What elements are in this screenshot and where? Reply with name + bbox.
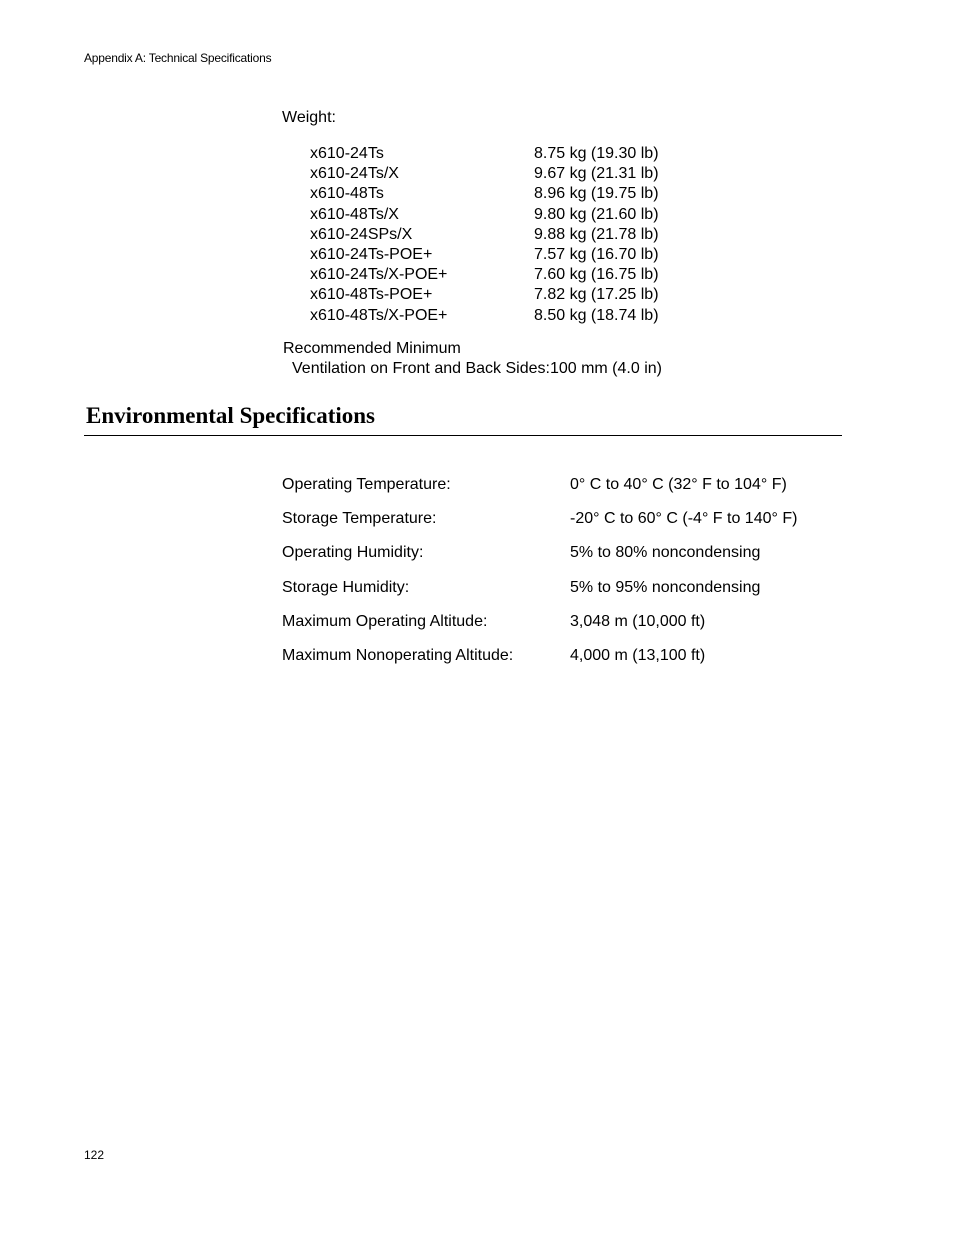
page-number: 122 — [84, 1148, 105, 1162]
weight-model: x610-48Ts — [310, 185, 384, 203]
weight-model: x610-24SPs/X — [310, 225, 413, 243]
spec-value: 0° C to 40° C (32° F to 104° F) — [570, 476, 787, 493]
ventilation-value: Ventilation on Front and Back Sides:100 mm (4.0 in) — [292, 360, 662, 377]
weight-model: x610-24Ts — [310, 145, 384, 162]
spec-value: 3,048 m (10,000 ft) — [570, 612, 706, 630]
ventilation-label: Recommended Minimum — [283, 340, 461, 357]
weight-value: 9.67 kg (21.31 lb) — [534, 165, 659, 183]
weight-model: x610-24Ts/X-POE+ — [310, 266, 448, 284]
spec-label: Storage Humidity: — [282, 578, 410, 596]
spec-label: Operating Humidity: — [282, 544, 424, 562]
weight-model: x610-24Ts-POE+ — [310, 245, 433, 263]
weight-value: 7.60 kg (16.75 lb) — [534, 266, 659, 284]
weight-value: 8.50 kg (18.74 lb) — [534, 306, 659, 324]
spec-value: 5% to 95% noncondensing — [570, 578, 761, 596]
weight-label: Weight: — [282, 109, 336, 126]
spec-label: Maximum Nonoperating Altitude: — [282, 646, 514, 664]
spec-label: Operating Temperature: — [282, 476, 451, 493]
spec-value: 4,000 m (13,100 ft) — [570, 646, 706, 664]
weight-value: 8.75 kg (19.30 lb) — [534, 145, 659, 162]
weight-value: 7.82 kg (17.25 lb) — [534, 286, 659, 304]
spec-value: -20° C to 60° C (-4° F to 140° F) — [570, 510, 798, 528]
section-divider — [84, 435, 842, 436]
running-header: Appendix A: Technical Specifications — [84, 51, 272, 65]
weight-value: 7.57 kg (16.70 lb) — [534, 245, 659, 263]
weight-value: 9.88 kg (21.78 lb) — [534, 225, 659, 243]
weight-model: x610-48Ts/X-POE+ — [310, 306, 448, 324]
spec-label: Maximum Operating Altitude: — [282, 612, 488, 630]
weight-value: 9.80 kg (21.60 lb) — [534, 205, 659, 223]
weight-value: 8.96 kg (19.75 lb) — [534, 185, 659, 203]
spec-value: 5% to 80% noncondensing — [570, 544, 761, 562]
weight-model: x610-48Ts-POE+ — [310, 286, 433, 304]
weight-model: x610-24Ts/X — [310, 165, 399, 183]
weight-model: x610-48Ts/X — [310, 205, 399, 223]
spec-label: Storage Temperature: — [282, 510, 437, 528]
section-heading: Environmental Specifications — [86, 403, 376, 428]
